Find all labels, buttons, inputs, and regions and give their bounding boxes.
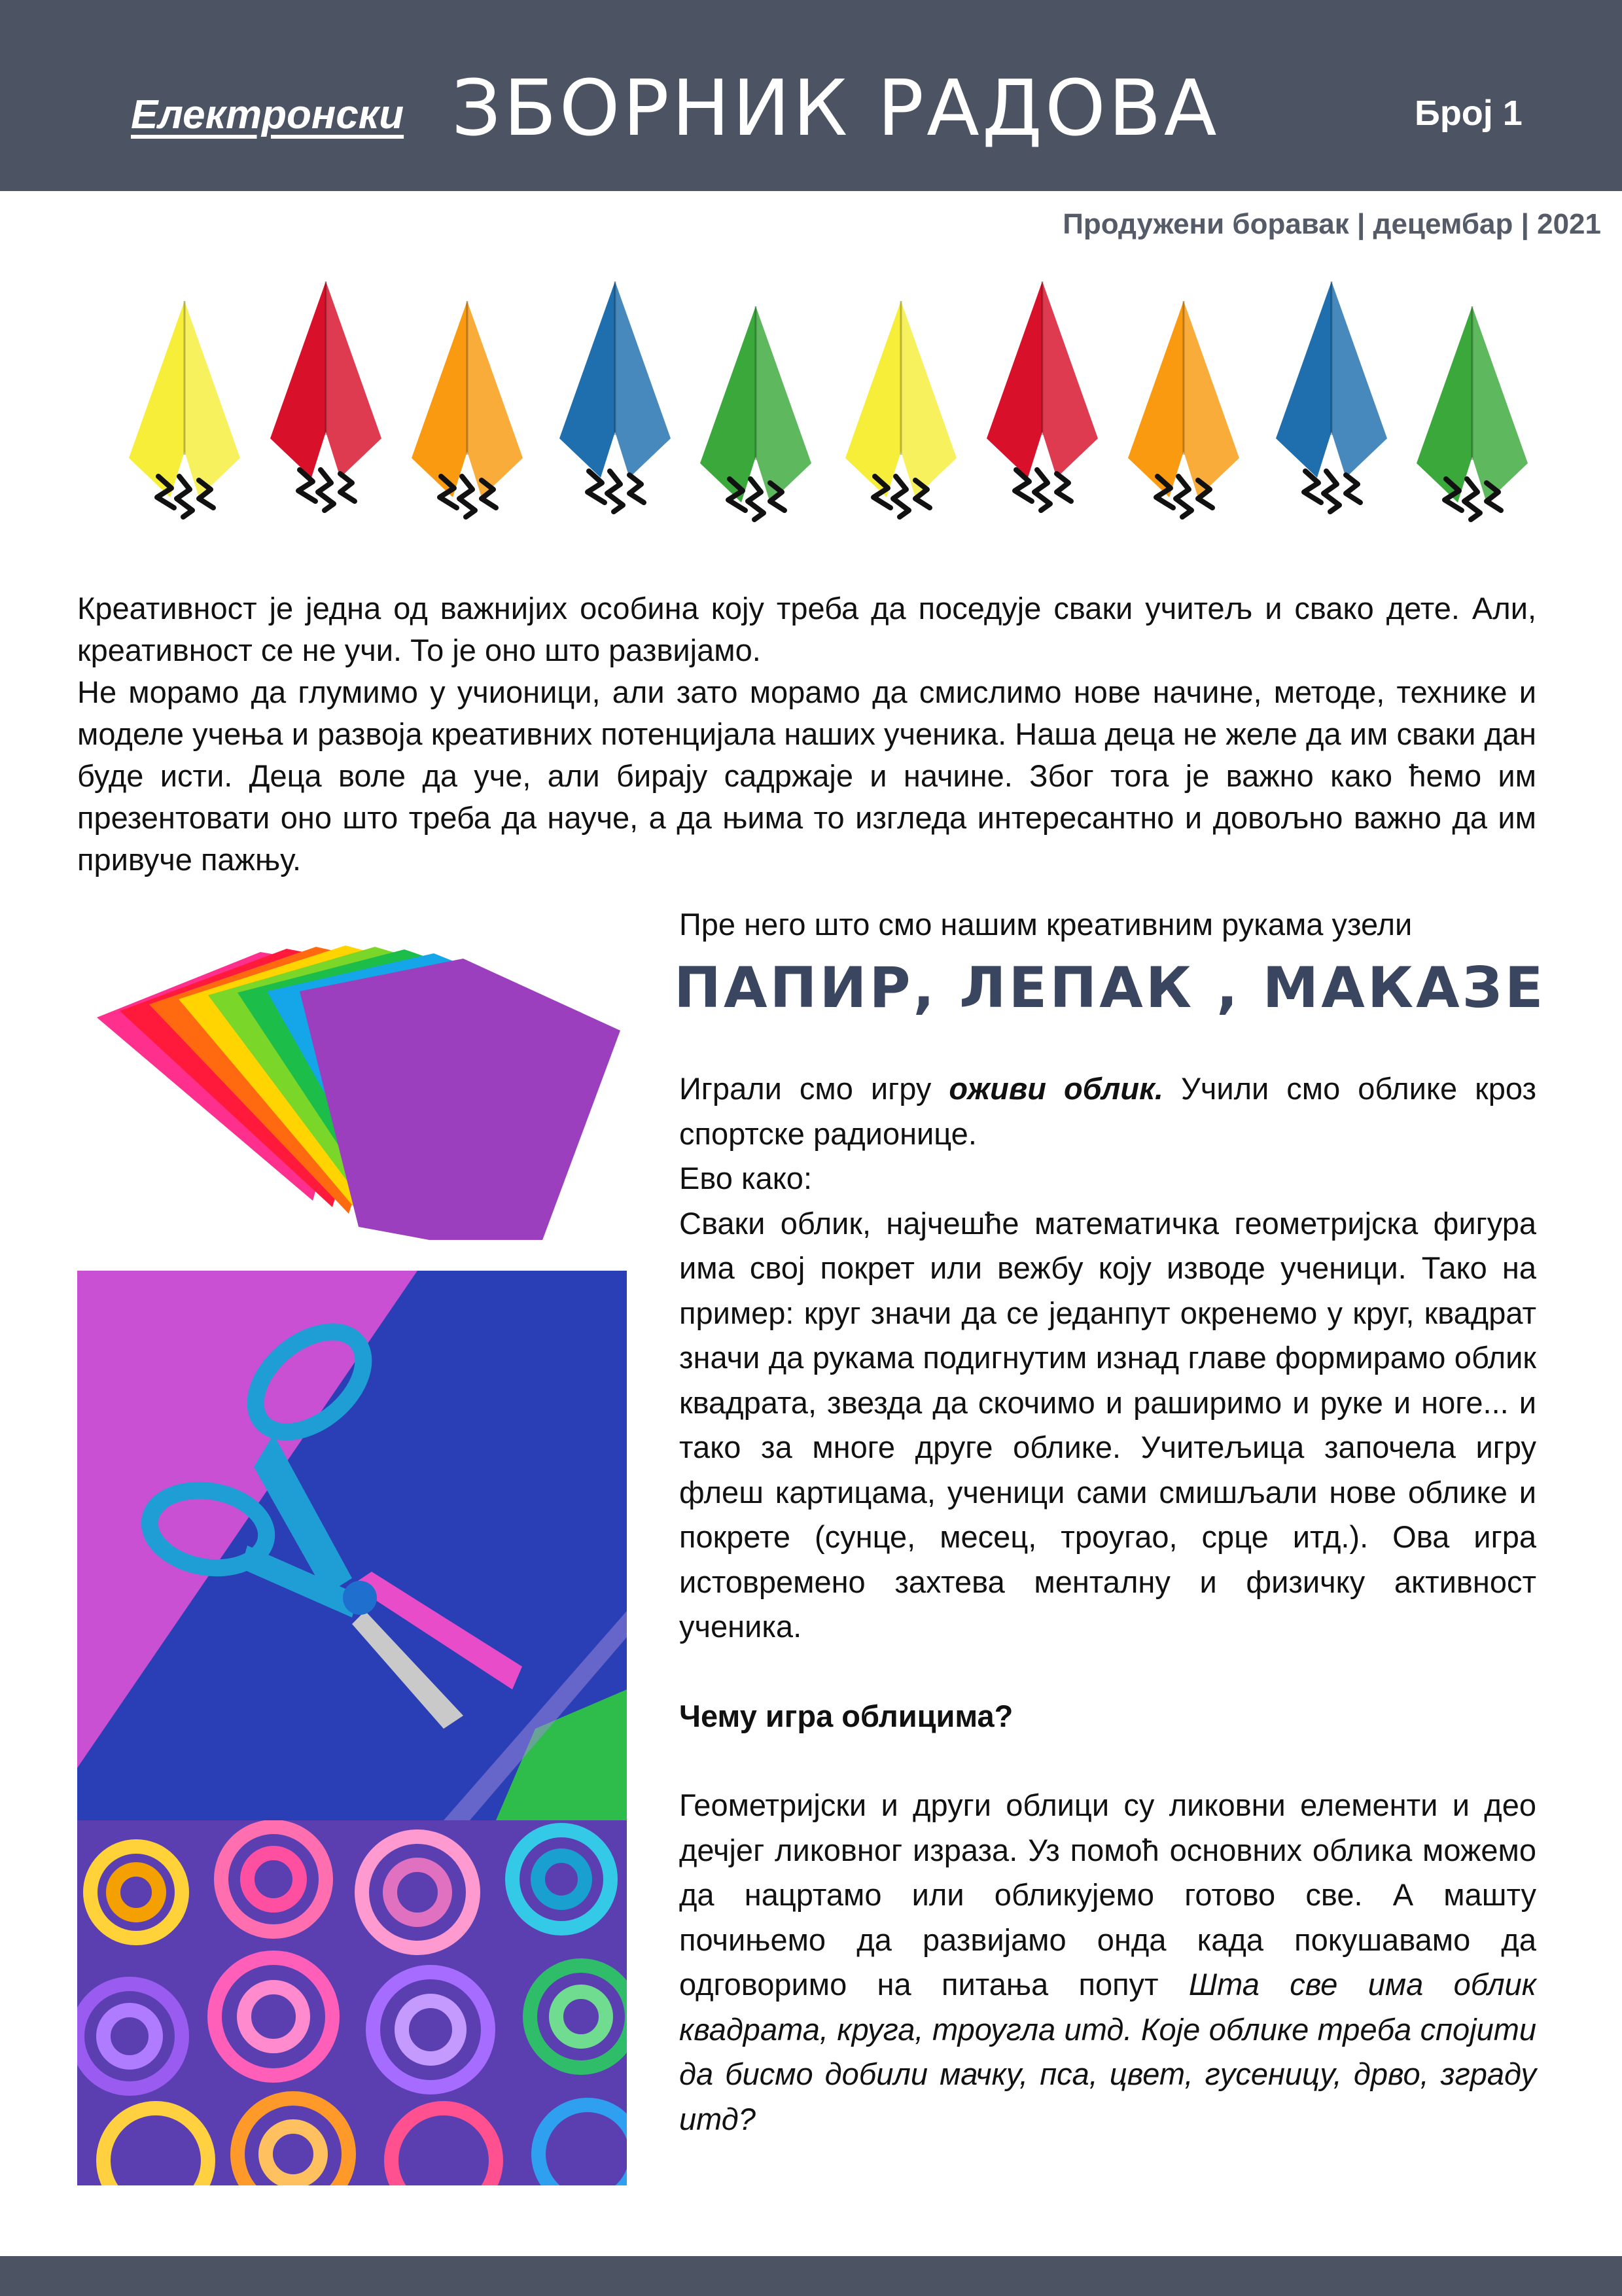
header-prefix: Електронски — [131, 92, 404, 137]
answer-paragraph — [679, 1783, 1536, 2142]
question-heading: Чему игра облицима? — [679, 1698, 1014, 1733]
issue-number: Број 1 — [1415, 94, 1523, 133]
game-name: оживи облик. — [949, 1071, 1163, 1106]
subheader: Продужени боравак | децембар | 2021 — [1063, 208, 1601, 240]
footer-band — [0, 2256, 1622, 2296]
intro-paragraph: Не морамо да глумимо у учионици, али зато морамо да смислимо нове начине, методе, технике и моделе учења и развоја креативних потенцијала наших ученика. Наша деца не желе да им сваки дан буде исти. Деца воле да уче, али бирају садржаје и начине. Због тога је важно како ћемо им презентовати оно што треба да науче, а да њима то изгледа интересантно и довољно важно да им привуче пажњу. — [77, 675, 1536, 877]
description-paragraph: Сваки облик, најчешће математичка геометријска фигура има свој покрет или вежбу коју изводе ученици. Тако на пример: круг значи да се једанпут окренемо у круг, квадрат значи да рукама подигнутим изнад главе формирамо облик квадрата, звезда да скочимо и раширимо и руке и ноге... и тако за многе друге облике. Учитељица започела игру флеш картицама, ученици сами смишљали нове облике и покрете (сунце, месец, троугао, срце итд.). Ова игра истовремено захтева менталну и физичку активност ученика. — [679, 1205, 1536, 1644]
game-text-after: Учили смо облике кроз спортске радионице. — [679, 1071, 1537, 1151]
header-band — [0, 0, 1622, 191]
game-paragraph — [679, 1067, 1536, 1156]
game-text-before: Играли смо игру — [679, 1071, 949, 1106]
section-lead-in: Пре него што смо нашим креативним рукама узели — [679, 907, 1413, 942]
section-body — [679, 1067, 1536, 2142]
paper-rolls-image — [77, 1820, 627, 2185]
how-line: Ево како: — [679, 1161, 813, 1195]
answer-text: Геометријски и други облици су ликовни елементи и део дечјег ликовног израза. Уз помоћ основних облика можемо да нацртамо или обликујемо готово све. А машту почињемо да развијамо онда када покушавамо да одговоримо на питања попут — [679, 1788, 1536, 2002]
page-title: ЗБОРНИК РАДОВА — [451, 63, 1220, 153]
intro-text — [77, 588, 1536, 881]
answer-italic-text: Шта све има облик квадрата, круга, троугла итд. Које облике треба спојити да бисмо добили мачку, пса, цвет, гусеницу, дрво, зграду итд? — [679, 1967, 1536, 2136]
section-heading: ПАПИР, ЛЕПАК , МАКАЗЕ — [674, 955, 1546, 1021]
zigzag-scissors-image — [77, 1271, 627, 1820]
paper-airplanes-illustration — [118, 275, 1557, 537]
intro-paragraph: Креативност је једна од важнијих особина коју треба да поседује сваки учитељ и свако дете. Али, креативност се не учи. То је оно што развијамо. — [77, 591, 1536, 667]
colored-paper-sheets-image — [77, 913, 627, 1240]
